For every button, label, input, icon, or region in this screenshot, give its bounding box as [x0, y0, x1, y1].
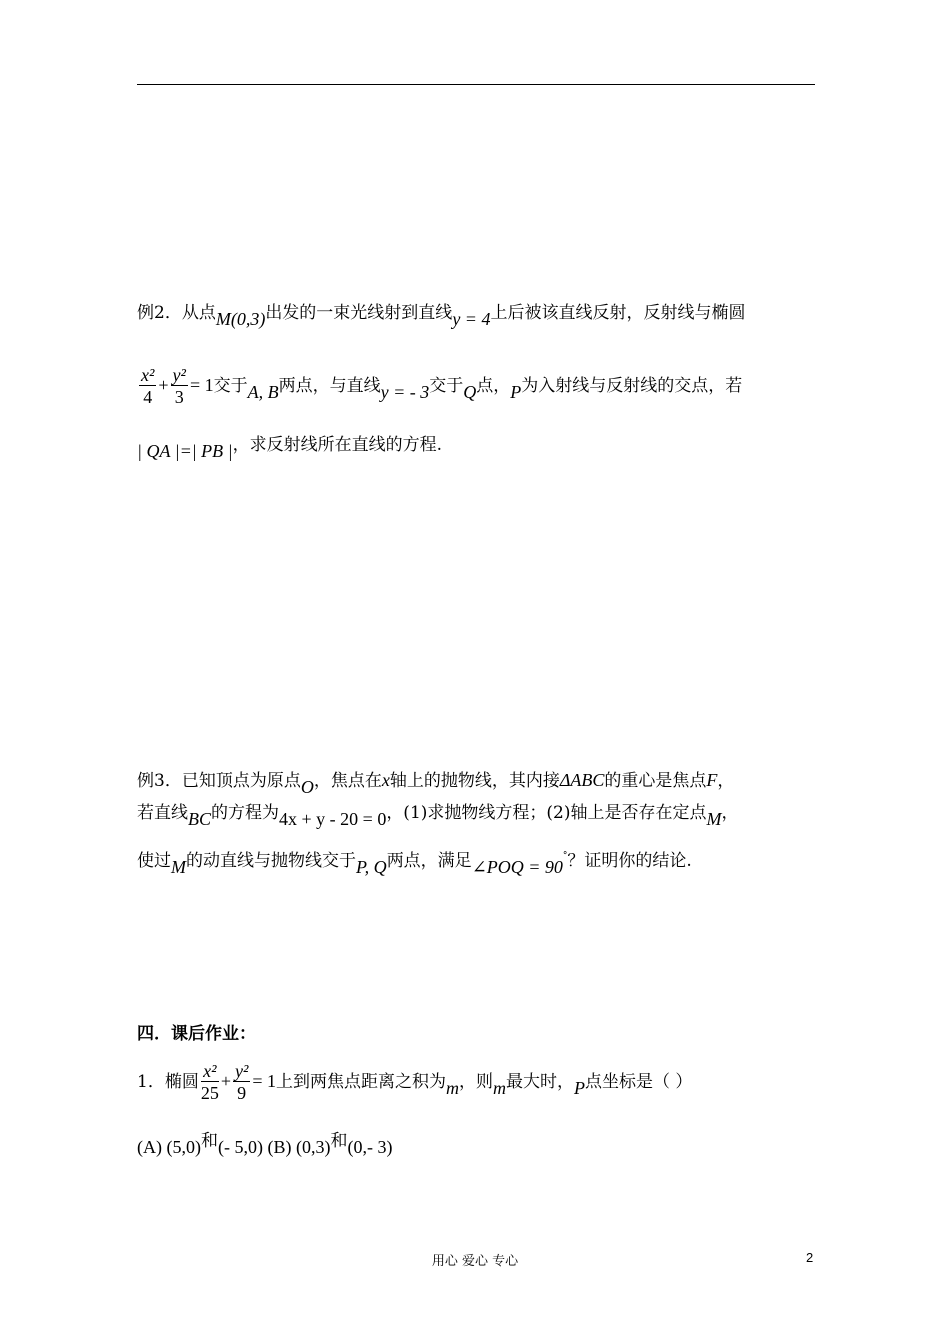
text: 轴上的抛物线，其内接 — [389, 771, 560, 791]
x-axis-var: x — [381, 770, 390, 790]
degree-sign: ° — [562, 851, 568, 861]
condition-qa-pb: | QA |=| PB | — [137, 441, 233, 461]
text: 的方程为 — [211, 803, 280, 823]
line-y-4: y = 4 — [452, 309, 491, 329]
text: ，(1)求抛物线方程；(2)轴上是否存在定点 — [386, 803, 707, 823]
plus-sign: + — [158, 375, 169, 395]
text: 上后被该直线反射，反射线与椭圆 — [490, 303, 746, 323]
homework-options — [137, 1128, 817, 1157]
triangle-abc: ΔABC — [559, 770, 605, 790]
point-m: M(0,3) — [215, 309, 266, 329]
denominator: 9 — [237, 1083, 247, 1103]
text: 点坐标是（ ） — [585, 1072, 693, 1092]
line-bc: BC — [188, 809, 212, 829]
text: 的重心是焦点 — [604, 771, 707, 791]
point-q: Q — [463, 382, 477, 402]
denominator: 3 — [174, 387, 184, 407]
example-2-line-2 — [137, 362, 817, 409]
fraction-y2-over-3 — [171, 365, 188, 408]
page-number: 2 — [806, 1250, 814, 1265]
bc-equation: 4x + y - 20 = 0 — [279, 809, 387, 829]
text: ，焦点在 — [313, 771, 382, 791]
points-p-q: P, Q — [356, 857, 387, 877]
equals-one: = 1 — [252, 1071, 277, 1091]
fraction-y2-over-9 — [233, 1061, 250, 1104]
text: 两点，与直线 — [278, 376, 381, 396]
numerator: x² — [201, 1061, 219, 1082]
text: 最大时， — [506, 1072, 575, 1092]
text: 使过 — [137, 851, 171, 871]
text: ，则 — [459, 1072, 494, 1092]
text: 上到两焦点距离之积为 — [276, 1072, 447, 1092]
point-m: M — [706, 809, 722, 829]
origin-o: O — [300, 777, 314, 797]
option-a: (A) (5,0) — [137, 1137, 201, 1157]
text: 出发的一束光线射到直线 — [265, 303, 453, 323]
denominator: 25 — [200, 1083, 219, 1103]
line-y-minus-3: y = - 3 — [380, 382, 430, 402]
homework-question-1 — [137, 1058, 817, 1105]
numerator: y² — [172, 365, 186, 385]
example-2-line-1 — [137, 300, 817, 329]
example-3-line-3 — [137, 848, 817, 876]
denominator: 4 — [143, 387, 153, 407]
example-3-line-1 — [137, 768, 817, 797]
option-a-b: (- 5,0) (B) (0,3) — [217, 1137, 331, 1157]
footer-motto: 用心 爱心 专心 — [431, 1254, 519, 1269]
text: ， — [717, 771, 735, 791]
text: 为入射线与反射线的交点，若 — [521, 376, 743, 396]
focus-f: F — [706, 770, 718, 790]
example-3-label: 例3．已知顶点为原点 — [137, 771, 301, 791]
point-p: P — [510, 382, 522, 402]
text: 点， — [476, 376, 511, 396]
header-rule — [137, 84, 815, 85]
text: 的动直线与抛物线交于 — [186, 851, 356, 871]
text: 和 — [330, 1131, 348, 1151]
text: 若直线 — [137, 803, 188, 823]
text: ， — [721, 803, 739, 823]
var-m: m — [493, 1078, 507, 1098]
text: ？证明你的结论. — [567, 851, 692, 871]
text: 两点，满足 — [386, 851, 472, 871]
example-3-line-2 — [137, 800, 817, 829]
fraction-x2-over-25 — [201, 1061, 219, 1104]
plus-sign: + — [220, 1071, 231, 1091]
angle-poq: ∠POQ = 90 — [471, 857, 563, 877]
homework-heading: 四．课后作业： — [137, 1024, 256, 1044]
fraction-x2-over-4 — [139, 365, 156, 408]
text: 交于 — [429, 376, 464, 396]
numerator: x² — [141, 365, 155, 385]
text: 和 — [200, 1131, 218, 1151]
numerator: y² — [234, 1061, 249, 1081]
example-2-line-3 — [137, 432, 817, 461]
point-m: M — [171, 857, 186, 877]
option-b-second: (0,- 3) — [347, 1137, 393, 1157]
text: ，求反射线所在直线的方程. — [232, 435, 443, 455]
text: 交于 — [213, 376, 248, 396]
example-2-label: 例2．从点 — [137, 303, 216, 323]
points-a-b: A, B — [247, 382, 279, 402]
equals-one: = 1 — [189, 375, 214, 395]
point-p: P — [574, 1078, 586, 1098]
question-label: 1．椭圆 — [137, 1072, 199, 1092]
var-m: m — [446, 1078, 460, 1098]
